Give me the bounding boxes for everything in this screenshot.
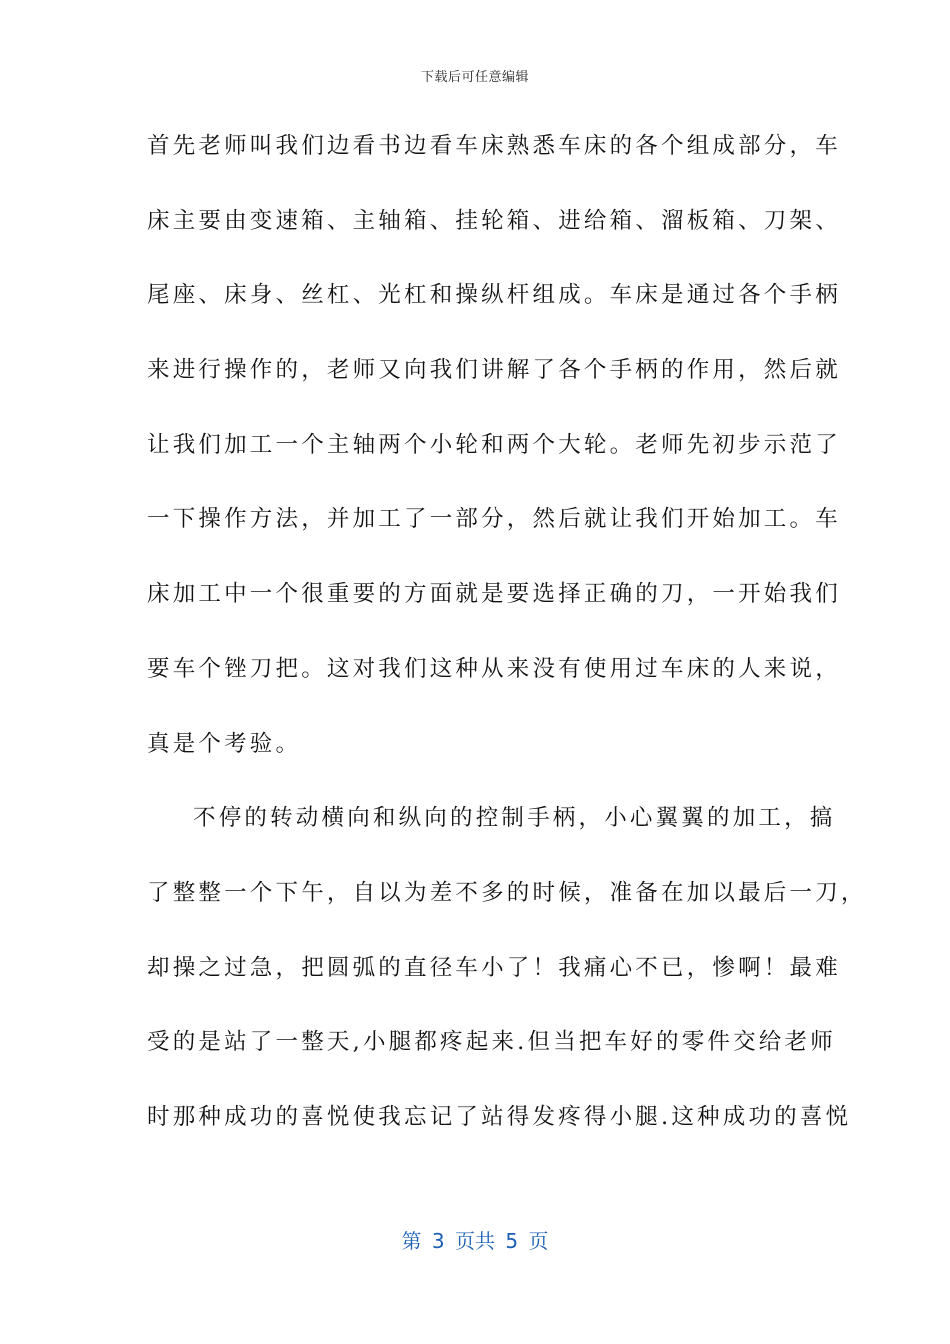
text-line: 却操之过急，把圆弧的直径车小了！我痛心不已，惨啊！最难 (147, 954, 841, 981)
text-line: 时那种成功的喜悦使我忘记了站得发疼得小腿.这种成功的喜悦 (147, 1103, 852, 1130)
page-label-middle: 页共 (455, 1229, 495, 1253)
page-header: 下载后可任意编辑 (420, 70, 529, 85)
text-line: 让我们加工一个主轴两个小轮和两个大轮。老师先初步示范了 (147, 431, 841, 458)
text-line: 床加工中一个很重要的方面就是要选择正确的刀，一开始我们 (147, 581, 841, 608)
text-line: 要车个锉刀把。这对我们这种从来没有使用过车床的人来说， (147, 655, 841, 682)
text-line: 真是个考验。 (147, 730, 302, 757)
current-page-number: 3 (431, 1229, 445, 1253)
page-label-suffix: 页 (528, 1229, 549, 1253)
page-label-prefix: 第 (401, 1229, 422, 1253)
page-number-footer (0, 1225, 950, 1254)
total-pages-number: 5 (505, 1229, 519, 1253)
text-line: 来进行操作的，老师又向我们讲解了各个手柄的作用，然后就 (147, 357, 841, 384)
text-line: 了整整一个下午，自以为差不多的时候，准备在加以最后一刀， (147, 879, 867, 906)
paragraph-start-line: 不停的转动横向和纵向的控制手柄，小心翼翼的加工，搞 (193, 805, 836, 832)
text-line: 一下操作方法，并加工了一部分，然后就让我们开始加工。车 (147, 506, 841, 533)
text-line: 尾座、床身、丝杠、光杠和操纵杆组成。车床是通过各个手柄 (147, 282, 841, 309)
document-body (147, 126, 867, 1172)
text-line: 床主要由变速箱、主轴箱、挂轮箱、进给箱、溜板箱、刀架、 (147, 207, 841, 234)
text-line: 受的是站了一整天,小腿都疼起来.但当把车好的零件交给老师 (147, 1029, 836, 1056)
text-line: 首先老师叫我们边看书边看车床熟悉车床的各个组成部分，车 (147, 133, 841, 159)
